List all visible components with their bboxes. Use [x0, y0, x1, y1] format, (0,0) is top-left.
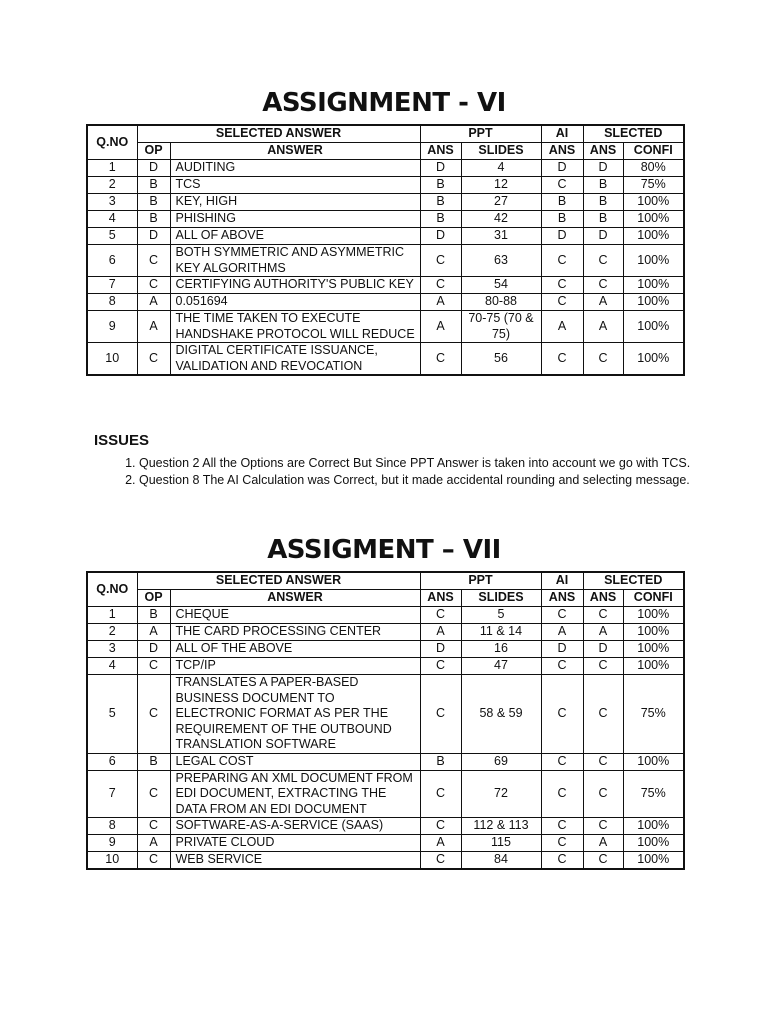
issues-heading: ISSUES [94, 432, 150, 449]
sel-ans-header: ANS [583, 143, 623, 160]
ppt-ans-cell: C [420, 770, 461, 818]
slides-cell: 16 [461, 641, 541, 658]
slides-cell: 11 & 14 [461, 624, 541, 641]
qno-cell: 2 [87, 624, 137, 641]
qno-cell: 8 [87, 818, 137, 835]
slides-cell: 80-88 [461, 294, 541, 311]
ai-ans-cell: C [541, 675, 583, 754]
sel-ans-cell: C [583, 852, 623, 870]
sel-ans-cell: A [583, 835, 623, 852]
ppt-ans-header: ANS [420, 143, 461, 160]
sel-ans-cell: C [583, 658, 623, 675]
ai-ans-cell: B [541, 211, 583, 228]
sel-ans-cell: C [583, 675, 623, 754]
qno-cell: 3 [87, 194, 137, 211]
table-row [87, 211, 684, 228]
issues-list [112, 455, 701, 489]
qno-header: Q.NO [87, 125, 137, 160]
op-cell: C [137, 277, 170, 294]
qno-cell: 9 [87, 311, 137, 343]
slides-cell: 47 [461, 658, 541, 675]
ai-ans-cell: B [541, 194, 583, 211]
answer-cell: CERTIFYING AUTHORITY'S PUBLIC KEY [170, 277, 420, 294]
sel-ans-cell: B [583, 194, 623, 211]
qno-cell: 4 [87, 211, 137, 228]
answer-cell: LEGAL COST [170, 753, 420, 770]
assignment-vii-table [86, 571, 685, 870]
op-cell: D [137, 160, 170, 177]
ai-ans-cell: C [541, 607, 583, 624]
sel-ans-cell: D [583, 641, 623, 658]
selected-answer-header: SELECTED ANSWER [137, 125, 420, 143]
ai-ans-cell: A [541, 624, 583, 641]
ppt-header: PPT [420, 572, 541, 590]
sel-ans-cell: D [583, 160, 623, 177]
slides-cell: 72 [461, 770, 541, 818]
op-cell: C [137, 675, 170, 754]
ppt-ans-cell: D [420, 641, 461, 658]
answer-cell: DIGITAL CERTIFICATE ISSUANCE, VALIDATION AND REVOCATION [170, 343, 420, 376]
answer-cell: ALL OF ABOVE [170, 228, 420, 245]
sel-ans-cell: C [583, 343, 623, 376]
sel-ans-cell: C [583, 277, 623, 294]
ppt-ans-cell: C [420, 343, 461, 376]
op-cell: C [137, 818, 170, 835]
ppt-ans-cell: B [420, 194, 461, 211]
answer-cell: BOTH SYMMETRIC AND ASYMMETRIC KEY ALGORITHMS [170, 245, 420, 277]
ai-ans-cell: C [541, 770, 583, 818]
confi-header: CONFI [623, 590, 684, 607]
ai-ans-cell: C [541, 658, 583, 675]
ppt-ans-cell: A [420, 835, 461, 852]
sel-ans-cell: D [583, 228, 623, 245]
ppt-ans-cell: C [420, 245, 461, 277]
table-row [87, 818, 684, 835]
confi-header: CONFI [623, 143, 684, 160]
confi-cell: 100% [623, 753, 684, 770]
table-subheader-row [87, 143, 684, 160]
qno-cell: 5 [87, 228, 137, 245]
qno-cell: 6 [87, 245, 137, 277]
op-header: OP [137, 143, 170, 160]
sel-ans-cell: C [583, 818, 623, 835]
table-row [87, 343, 684, 376]
answer-cell: PRIVATE CLOUD [170, 835, 420, 852]
ppt-ans-cell: C [420, 277, 461, 294]
answer-cell: THE CARD PROCESSING CENTER [170, 624, 420, 641]
op-cell: C [137, 658, 170, 675]
page-title-assignment-vii: ASSIGMENT – VII [267, 535, 501, 565]
confi-cell: 100% [623, 624, 684, 641]
answer-header: ANSWER [170, 143, 420, 160]
answer-cell: PHISHING [170, 211, 420, 228]
slides-cell: 54 [461, 277, 541, 294]
assignment-vi-table [86, 124, 685, 376]
ppt-ans-header: ANS [420, 590, 461, 607]
ai-ans-header: ANS [541, 143, 583, 160]
table-row [87, 194, 684, 211]
confi-cell: 100% [623, 852, 684, 870]
slides-cell: 4 [461, 160, 541, 177]
ppt-ans-cell: C [420, 818, 461, 835]
table-row [87, 311, 684, 343]
ppt-ans-cell: D [420, 160, 461, 177]
table-row [87, 770, 684, 818]
table-row [87, 228, 684, 245]
confi-cell: 100% [623, 277, 684, 294]
confi-cell: 100% [623, 607, 684, 624]
slected-header: SLECTED [583, 125, 684, 143]
qno-cell: 1 [87, 160, 137, 177]
confi-cell: 100% [623, 835, 684, 852]
ai-ans-header: ANS [541, 590, 583, 607]
table-row [87, 277, 684, 294]
table-row [87, 160, 684, 177]
qno-cell: 1 [87, 607, 137, 624]
ai-ans-cell: C [541, 818, 583, 835]
table-row [87, 852, 684, 870]
ppt-ans-cell: B [420, 211, 461, 228]
answer-cell: THE TIME TAKEN TO EXECUTE HANDSHAKE PROTOCOL WILL REDUCE [170, 311, 420, 343]
ppt-ans-cell: D [420, 228, 461, 245]
answer-cell: ALL OF THE ABOVE [170, 641, 420, 658]
ai-ans-cell: C [541, 177, 583, 194]
ppt-ans-cell: C [420, 607, 461, 624]
ai-header: AI [541, 572, 583, 590]
qno-cell: 5 [87, 675, 137, 754]
answer-cell: TCP/IP [170, 658, 420, 675]
qno-cell: 4 [87, 658, 137, 675]
op-cell: B [137, 753, 170, 770]
op-cell: A [137, 311, 170, 343]
table-row [87, 658, 684, 675]
sel-ans-cell: B [583, 211, 623, 228]
confi-cell: 100% [623, 294, 684, 311]
table-row [87, 753, 684, 770]
ppt-ans-cell: A [420, 294, 461, 311]
table-subheader-row [87, 590, 684, 607]
op-cell: B [137, 607, 170, 624]
table-row [87, 177, 684, 194]
confi-cell: 100% [623, 311, 684, 343]
op-cell: D [137, 228, 170, 245]
sel-ans-cell: A [583, 294, 623, 311]
answer-cell: AUDITING [170, 160, 420, 177]
slides-cell: 27 [461, 194, 541, 211]
confi-cell: 100% [623, 228, 684, 245]
sel-ans-cell: C [583, 770, 623, 818]
qno-cell: 7 [87, 770, 137, 818]
table-row [87, 675, 684, 754]
confi-cell: 100% [623, 641, 684, 658]
slides-header: SLIDES [461, 590, 541, 607]
table-header-row [87, 125, 684, 143]
slides-cell: 63 [461, 245, 541, 277]
table-row [87, 835, 684, 852]
qno-cell: 10 [87, 343, 137, 376]
slides-cell: 70-75 (70 & 75) [461, 311, 541, 343]
sel-ans-cell: C [583, 607, 623, 624]
ppt-ans-cell: C [420, 852, 461, 870]
confi-cell: 100% [623, 658, 684, 675]
assignment-vi-body [87, 160, 684, 376]
confi-cell: 100% [623, 211, 684, 228]
qno-cell: 6 [87, 753, 137, 770]
ai-ans-cell: A [541, 311, 583, 343]
slides-cell: 12 [461, 177, 541, 194]
sel-ans-cell: A [583, 624, 623, 641]
ai-ans-cell: C [541, 294, 583, 311]
qno-cell: 8 [87, 294, 137, 311]
op-cell: C [137, 343, 170, 376]
ppt-ans-cell: B [420, 177, 461, 194]
confi-cell: 100% [623, 245, 684, 277]
op-cell: B [137, 194, 170, 211]
ai-ans-cell: C [541, 753, 583, 770]
qno-cell: 7 [87, 277, 137, 294]
slides-cell: 84 [461, 852, 541, 870]
qno-cell: 9 [87, 835, 137, 852]
ppt-ans-cell: A [420, 311, 461, 343]
issue-item: 1. Question 2 All the Options are Correct But Since PPT Answer is taken into account we go with TCS. [139, 455, 701, 472]
sel-ans-cell: C [583, 753, 623, 770]
sel-ans-header: ANS [583, 590, 623, 607]
ai-ans-cell: C [541, 852, 583, 870]
answer-cell: 0.051694 [170, 294, 420, 311]
answer-cell: TRANSLATES A PAPER-BASED BUSINESS DOCUMENT TO ELECTRONIC FORMAT AS PER THE REQUIREMENT OF THE OUTBOUND TRANSLATION SOFTWARE [170, 675, 420, 754]
answer-cell: KEY, HIGH [170, 194, 420, 211]
op-cell: D [137, 641, 170, 658]
ai-ans-cell: D [541, 641, 583, 658]
op-cell: C [137, 245, 170, 277]
ppt-header: PPT [420, 125, 541, 143]
confi-cell: 100% [623, 343, 684, 376]
table-row [87, 294, 684, 311]
assignment-vii-body [87, 607, 684, 870]
qno-cell: 10 [87, 852, 137, 870]
confi-cell: 80% [623, 160, 684, 177]
page-title-assignment-vi: ASSIGNMENT - VI [262, 88, 506, 118]
table-header-row [87, 572, 684, 590]
answer-cell: SOFTWARE-AS-A-SERVICE (SAAS) [170, 818, 420, 835]
ppt-ans-cell: C [420, 675, 461, 754]
ai-ans-cell: C [541, 835, 583, 852]
issue-item: 2. Question 8 The AI Calculation was Correct, but it made accidental rounding and selecting message. [139, 472, 701, 489]
table-row [87, 641, 684, 658]
slected-header: SLECTED [583, 572, 684, 590]
sel-ans-cell: B [583, 177, 623, 194]
answer-cell: TCS [170, 177, 420, 194]
ppt-ans-cell: B [420, 753, 461, 770]
slides-cell: 31 [461, 228, 541, 245]
op-cell: C [137, 852, 170, 870]
op-cell: B [137, 211, 170, 228]
slides-cell: 112 & 113 [461, 818, 541, 835]
slides-cell: 56 [461, 343, 541, 376]
confi-cell: 75% [623, 177, 684, 194]
table-row [87, 607, 684, 624]
confi-cell: 100% [623, 818, 684, 835]
answer-header: ANSWER [170, 590, 420, 607]
confi-cell: 75% [623, 675, 684, 754]
ai-ans-cell: D [541, 160, 583, 177]
selected-answer-header: SELECTED ANSWER [137, 572, 420, 590]
op-cell: A [137, 294, 170, 311]
ai-ans-cell: C [541, 277, 583, 294]
op-cell: B [137, 177, 170, 194]
op-cell: A [137, 624, 170, 641]
table-row [87, 245, 684, 277]
sel-ans-cell: C [583, 245, 623, 277]
ppt-ans-cell: C [420, 658, 461, 675]
answer-cell: PREPARING AN XML DOCUMENT FROM EDI DOCUMENT, EXTRACTING THE DATA FROM AN EDI DOCUMENT [170, 770, 420, 818]
answer-cell: WEB SERVICE [170, 852, 420, 870]
ai-ans-cell: D [541, 228, 583, 245]
slides-cell: 58 & 59 [461, 675, 541, 754]
ai-header: AI [541, 125, 583, 143]
ai-ans-cell: C [541, 245, 583, 277]
slides-cell: 115 [461, 835, 541, 852]
slides-cell: 42 [461, 211, 541, 228]
confi-cell: 100% [623, 194, 684, 211]
confi-cell: 75% [623, 770, 684, 818]
slides-header: SLIDES [461, 143, 541, 160]
qno-cell: 3 [87, 641, 137, 658]
slides-cell: 69 [461, 753, 541, 770]
op-header: OP [137, 590, 170, 607]
ai-ans-cell: C [541, 343, 583, 376]
qno-cell: 2 [87, 177, 137, 194]
sel-ans-cell: A [583, 311, 623, 343]
op-cell: A [137, 835, 170, 852]
table-row [87, 624, 684, 641]
answer-cell: CHEQUE [170, 607, 420, 624]
qno-header: Q.NO [87, 572, 137, 607]
op-cell: C [137, 770, 170, 818]
slides-cell: 5 [461, 607, 541, 624]
ppt-ans-cell: A [420, 624, 461, 641]
